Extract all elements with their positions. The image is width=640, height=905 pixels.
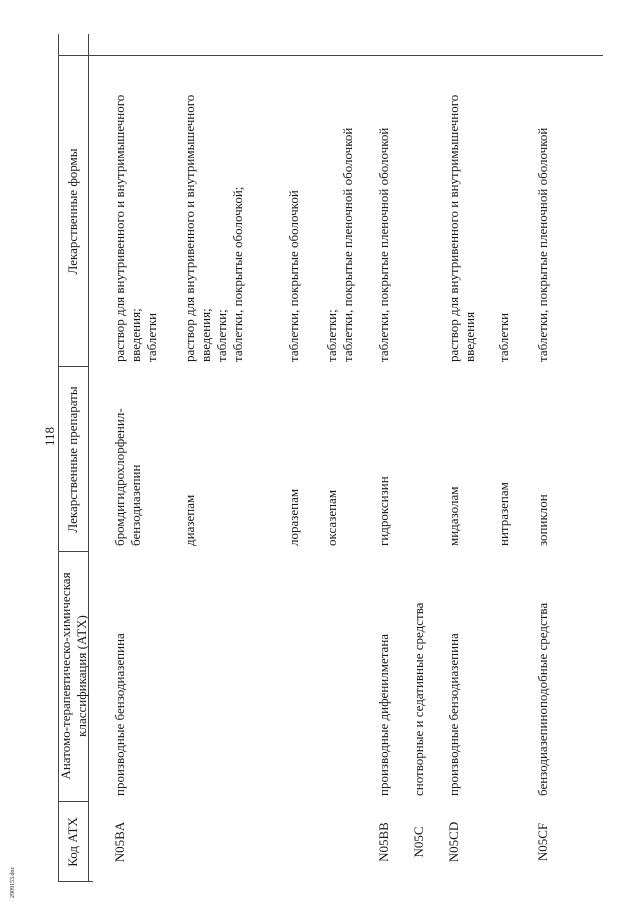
drug-name: лоразепам [286, 488, 301, 546]
drug-name: оксазепам [324, 489, 339, 546]
row-class: производные бензодиазепина [446, 633, 461, 796]
row-class: снотворные и седативные средства [411, 602, 426, 796]
drug-name: зопиклон [535, 494, 550, 546]
form-line: таблетки, покрытые оболочкой; [230, 186, 245, 362]
row-code: N05BA [112, 821, 127, 863]
form-line: таблетки, покрытые оболочкой [286, 190, 301, 362]
header-drugs: Лекарственные препараты [65, 386, 80, 533]
drug-forms [112, 62, 160, 362]
drug-forms [182, 56, 246, 362]
form-line: таблетки, покрытые пленочной оболочкой [376, 127, 391, 362]
row-code: N05BB [376, 822, 391, 862]
form-line: раствор для внутривенного и внутримышечного введения; [112, 94, 143, 362]
drug-name: нитразепам [496, 482, 511, 546]
document-id: 2909153.doc [10, 866, 16, 898]
drug-name: диазепам [182, 494, 197, 546]
drug-forms [324, 62, 356, 362]
row-class: производные дифенилметана [376, 633, 391, 796]
header-code: Код АТХ [65, 817, 80, 867]
table-right-border [58, 55, 603, 56]
form-line: раствор для внутривенного и внутримышечного введения; [182, 94, 213, 362]
header-forms: Лекарственные формы [65, 148, 80, 275]
form-line: таблетки; [324, 309, 339, 362]
row-code: N05CF [535, 822, 550, 862]
row-class: бензодиазепиноподобные средства [535, 602, 550, 796]
row-code: N05CD [446, 821, 461, 863]
drug-forms [535, 56, 551, 362]
row-code: N05C [411, 826, 426, 858]
drug-name: мидазолам [446, 486, 461, 546]
form-line: раствор для внутривенного и внутримышечного введения [446, 94, 477, 362]
atc-table [58, 34, 618, 882]
form-line: таблетки, покрытые пленочной оболочкой [535, 127, 550, 362]
form-line: таблетки [144, 312, 159, 362]
drug-name: гидроксизин [376, 476, 391, 546]
drug-forms [376, 62, 392, 362]
form-line: таблетки [496, 312, 511, 362]
drug-forms [286, 62, 302, 362]
form-line: таблетки; [214, 309, 229, 362]
page-number: 118 [42, 426, 57, 446]
drug-forms [446, 62, 478, 362]
form-line: таблетки, покрытые пленочной оболочкой [340, 127, 355, 362]
drug-name: бромдигидрохлорфенил-бензодиазепин [112, 408, 143, 546]
drug-forms [496, 62, 512, 362]
header-classification: Анатомо-терапевтическо-химическая классификация (АТХ) [58, 572, 89, 780]
row-class: производные бензодиазепина [112, 633, 127, 796]
